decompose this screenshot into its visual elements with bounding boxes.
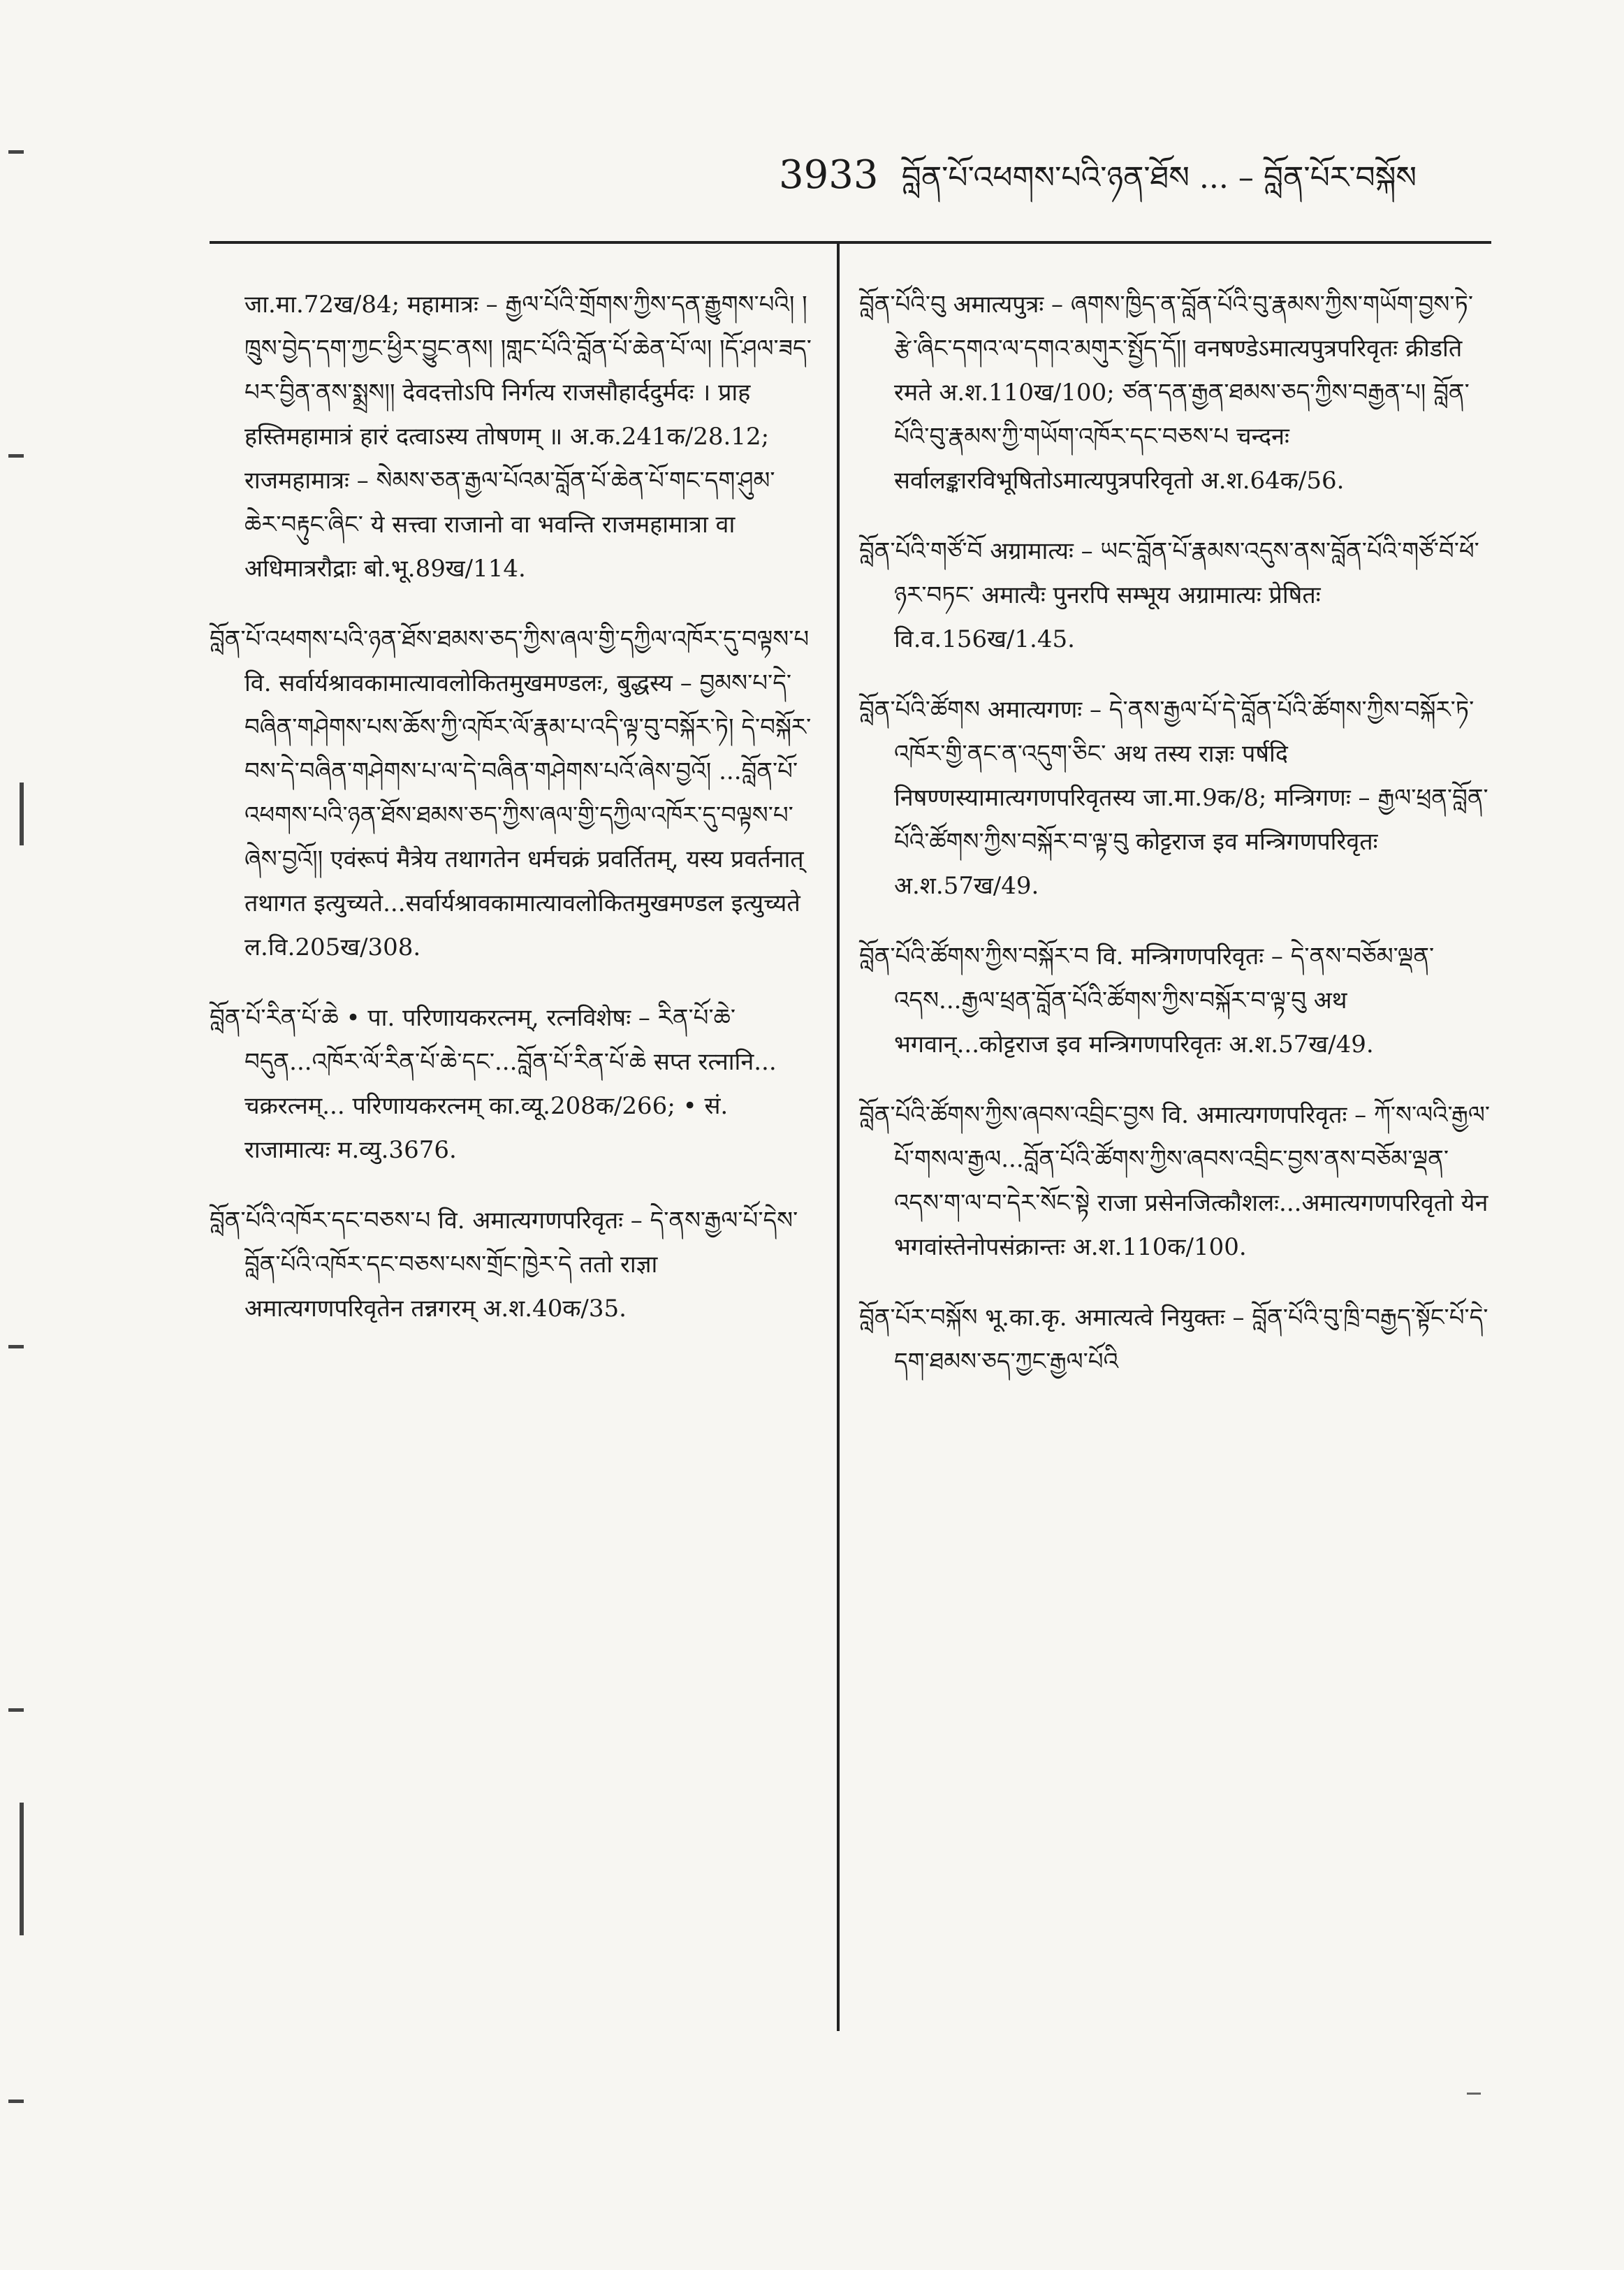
page-number: 3933 [779, 152, 879, 198]
dictionary-entry: བློན་པོའི་འཁོར་དང་བཅས་པ वि. अमात्यगणपरिवृतः – དེ་ནས་རྒྱལ་པོ་དེས་བློན་པོའི་འཁོར་དང་བཅས་པས་གྲོང་ཁྱེར་དེ ततो राज्ञा अमात्यगणपरिवृतेन तन्नगरम् अ.श.40क/35. [210, 1207, 798, 1323]
scan-margin-mark [20, 783, 24, 845]
column-divider [837, 242, 840, 2031]
scan-margin-mark [8, 150, 24, 154]
scan-margin-mark [20, 1803, 24, 1935]
scan-margin-mark [8, 454, 24, 458]
scan-margin-mark [8, 2100, 24, 2103]
page-header [779, 143, 1512, 230]
dictionary-entry: བློན་པོའི་ཚོགས་ཀྱིས་ཞབས་འབྲིང་བྱས वि. अमात्यगणपरिवृतः – ཀོ་ས་ལའི་རྒྱལ་པོ་གསལ་རྒྱལ...བློན་པོའི་ཚོགས་ཀྱིས་ཞབས་འབྲིང་བྱས་ནས་བཅོམ་ལྡན་འདས་ག་ལ་བ་དེར་སོང་སྟེ राजा प्रसेनजित्कौशलः...अमात्यगणपरिवृतो येन भगवांस्तेनोपसंक्रान्तः अ.श.110क/100. [859, 1101, 1491, 1261]
left-column [210, 283, 812, 1358]
dictionary-entry: བློན་པོའི་ཚོགས་ཀྱིས་བསྐོར་བ वि. मन्त्रिगणपरिवृतः – དེ་ནས་བཅོམ་ལྡན་འདས...རྒྱལ་ཕྲན་བློན་པོའི་ཚོགས་ཀྱིས་བསྐོར་བ་ལྟ་བུ अथ भगवान्...कोट्टराज इव मन्त्रिगणपरिवृतः अ.श.57ख/49. [859, 943, 1435, 1058]
dictionary-entry: བློན་པོའི་ཚོགས अमात्यगणः – དེ་ནས་རྒྱལ་པོ་དེ་བློན་པོའི་ཚོགས་ཀྱིས་བསྐོར་ཏེ་འཁོར་གྱི་ནང་ན་འདུག་ཅིང་ अथ तस्य राज्ञः पर्षदि निषण्णस्यामात्यगणपरिवृतस्य जा.मा.9क/8; मन्त्रिगणः – རྒྱལ་ཕྲན་བློན་པོའི་ཚོགས་ཀྱིས་བསྐོར་བ་ལྟ་བུ कोट्टराज इव मन्त्रिगणपरिवृतः अ.श.57ख/49. [859, 696, 1488, 900]
running-head: བློན་པོ་འཕགས་པའི་ཉན་ཐོས ... – བློན་པོར་བསྐོས [901, 160, 1417, 196]
dictionary-entry: བློན་པོར་བསྐོས भू.का.कृ. अमात्यत्वे नियुक्तः – བློན་པོའི་བུ་ཁྲི་བརྒྱད་སྟོང་པོ་དེ་དག་ཐམས་ཅད་ཀྱང་རྒྱལ་པོའི [859, 1304, 1488, 1376]
right-column [859, 283, 1491, 1411]
scan-margin-mark [1467, 2093, 1481, 2095]
scan-margin-mark [8, 1345, 24, 1348]
dictionary-entry: བློན་པོའི་བུ अमात्यपुत्रः – ཞགས་ཁྱིད་ན་བློན་པོའི་བུ་རྣམས་ཀྱིས་གཡོག་བྱས་ཏེ་རྩེ་ཞིང་དགའ་ལ་དགའ་མགུར་སྤྱོད་དོ།། वनषण्डेऽमात्यपुत्रपरिवृतः क्रीडति रमते अ.श.110ख/100; ཙན་དན་རྒྱན་ཐམས་ཅད་ཀྱིས་བརྒྱན་པ། བློན་པོའི་བུ་རྣམས་ཀྱི་གཡོག་འཁོར་དང་བཅས་པ चन्दनः सर्वालङ्कारविभूषितोऽमात्यपुत्रपरिवृतो अ.श.64क/56. [859, 291, 1473, 495]
dictionary-entry: བློན་པོ་རིན་པོ་ཆེ • पा. परिणायकरत्नम्, रत्नविशेषः – རིན་པོ་ཆེ་བདུན...འཁོར་ལོ་རིན་པོ་ཆེ་དང་...བློན་པོ་རིན་པོ་ཆེ सप्त रत्नानि... चक्ररत्नम्... परिणायकरत्नम् का.व्यू.208क/266; • सं. राजामात्यः म.व्यु.3676. [210, 1004, 777, 1164]
scan-margin-mark [8, 1708, 24, 1712]
header-rule [210, 241, 1491, 244]
dictionary-entry: བློན་པོའི་གཙོ་བོ अग्रामात्यः – ཡང་བློན་པོ་རྣམས་འདུས་ནས་བློན་པོའི་གཙོ་བོ་ཕོ་ཉར་བཏང་ अमात्यैः पुनरपि सम्भूय अग्रामात्यः प्रेषितः वि.व.156ख/1.45. [859, 537, 1479, 653]
dictionary-entry: བློན་པོ་འཕགས་པའི་ཉན་ཐོས་ཐམས་ཅད་ཀྱིས་ཞལ་གྱི་དཀྱིལ་འཁོར་དུ་བལྟས་པ वि. सर्वार्यश्रावकामात्यावलोकितमुखमण्डलः, बुद्धस्य – བྱམས་པ་དེ་བཞིན་གཤེགས་པས་ཆོས་ཀྱི་འཁོར་ལོ་རྣམ་པ་འདི་ལྟ་བུ་བསྐོར་ཏེ། དེ་བསྐོར་བས་དེ་བཞིན་གཤེགས་པ་ལ་དེ་བཞིན་གཤེགས་པའོ་ཞེས་བྱའོ། ...བློན་པོ་འཕགས་པའི་ཉན་ཐོས་ཐམས་ཅད་ཀྱིས་ཞལ་གྱི་དཀྱིལ་འཁོར་དུ་བལྟས་པ་ཞེས་བྱའོ།། एवंरूपं मैत्रेय तथागतेन धर्मचक्रं प्रवर्तितम्, यस्य प्रवर्तनात् तथागत इत्युच्यते...सर्वार्यश्रावकामात्यावलोकितमुखमण्डल इत्युच्यते ल.वि.205ख/308. [210, 625, 812, 961]
dictionary-entry: जा.मा.72ख/84; महामात्रः – རྒྱལ་པོའི་གྲོགས་ཀྱིས་དན་རྒྱུགས་པའི། །ཁྲུས་བྱེད་དག་ཀྱང་ཕྱིར་བྱུང་ནས། །གླང་པོའི་བློན་པོ་ཆེན་པོ་ལ། །དོ་ཤལ་ཟད་པར་བྱིན་ནས་སྨྲས།། देवदत्तोऽपि निर्गत्य राजसौहार्ददुर्मदः । प्राह हस्तिमहामात्रं हारं दत्वाऽस्य तोषणम् ॥ अ.क.241क/28.12; राजमहामात्रः – སེམས་ཅན་རྒྱལ་པོའམ་བློན་པོ་ཆེན་པོ་གང་དག་ཤུམ་ཆེར་བརྟུང་ཞིང་ ये सत्त्वा राजानो वा भवन्ति राजमहामात्रा वा अधिमात्ररौद्राः बो.भू.89ख/114. [244, 291, 812, 583]
